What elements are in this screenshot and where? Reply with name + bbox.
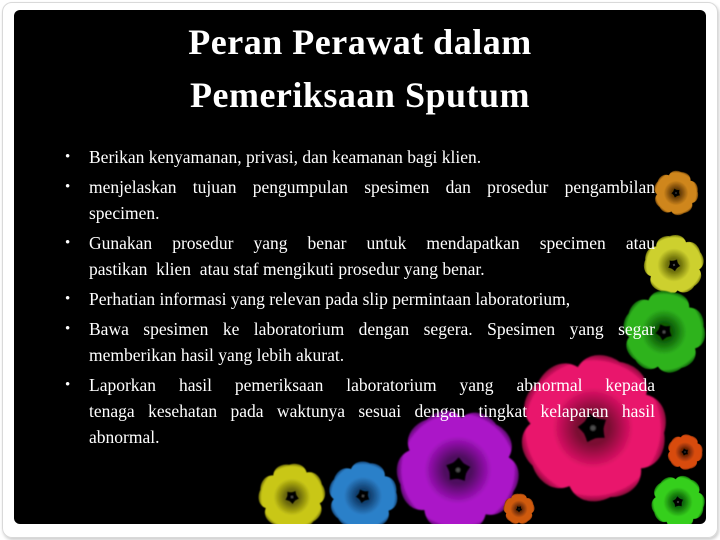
bullet-marker: • (65, 235, 71, 251)
list-item (65, 372, 655, 450)
bullet-list (65, 144, 655, 454)
bullet-text-line: Gunakan prosedur yang benar untuk mendapatkan specimen atau (89, 233, 655, 253)
bullet-text-line: Laporkan hasil pemeriksaan laboratorium yang abnormal kepada (89, 375, 655, 395)
title-line-1: Peran Perawat dalam (188, 22, 532, 62)
bullet-text (89, 316, 655, 368)
bullet-marker: • (65, 291, 71, 307)
small-green-flower-corner (638, 465, 706, 524)
bullet-text-line: pastikan klien atau staf mengikuti prosedur yang benar. (89, 259, 485, 279)
bullet-marker: • (65, 149, 71, 165)
list-item (65, 316, 655, 368)
list-item (65, 230, 655, 282)
bullet-text-line: abnormal. (89, 427, 160, 447)
yellow-flower-bottom (253, 461, 332, 524)
bullet-marker: • (65, 321, 71, 337)
bullet-text-line: specimen. (89, 203, 160, 223)
list-item (65, 144, 655, 170)
list-item (65, 286, 655, 312)
bullet-text (89, 144, 655, 170)
list-item (65, 174, 655, 226)
bullet-marker: • (65, 179, 71, 195)
bullet-text-line: Bawa spesimen ke laboratorium dengan segera. Spesimen yang segar (89, 319, 655, 339)
slide (14, 10, 706, 524)
small-orange-flower-right (660, 429, 706, 477)
bullet-marker: • (65, 377, 71, 393)
flower-center-dot (518, 508, 519, 509)
bullet-text-line: Berikan kenyamanan, privasi, dan keamanan bagi klien. (89, 147, 482, 167)
orange-flower-top-right (646, 166, 704, 223)
bullet-text-line: Perhatian informasi yang relevan pada slip permintaan laboratorium, (89, 289, 571, 309)
blue-flower-bottom (318, 455, 407, 524)
bullet-text (89, 286, 655, 312)
bullet-text-line: tenaga kesehatan pada waktunya sesuai dengan tingkat kelaparan hasil (89, 401, 655, 421)
bullet-text (89, 372, 655, 450)
slide-title (14, 16, 706, 122)
bullet-text (89, 230, 655, 282)
bullet-text (89, 174, 655, 226)
bullet-text-line: memberikan hasil yang lebih akurat. (89, 345, 345, 365)
title-line-2: Pemeriksaan Sputum (189, 75, 531, 115)
bullet-text-line: menjelaskan tujuan pengumpulan spesimen dan prosedur pengambilan (89, 177, 655, 197)
